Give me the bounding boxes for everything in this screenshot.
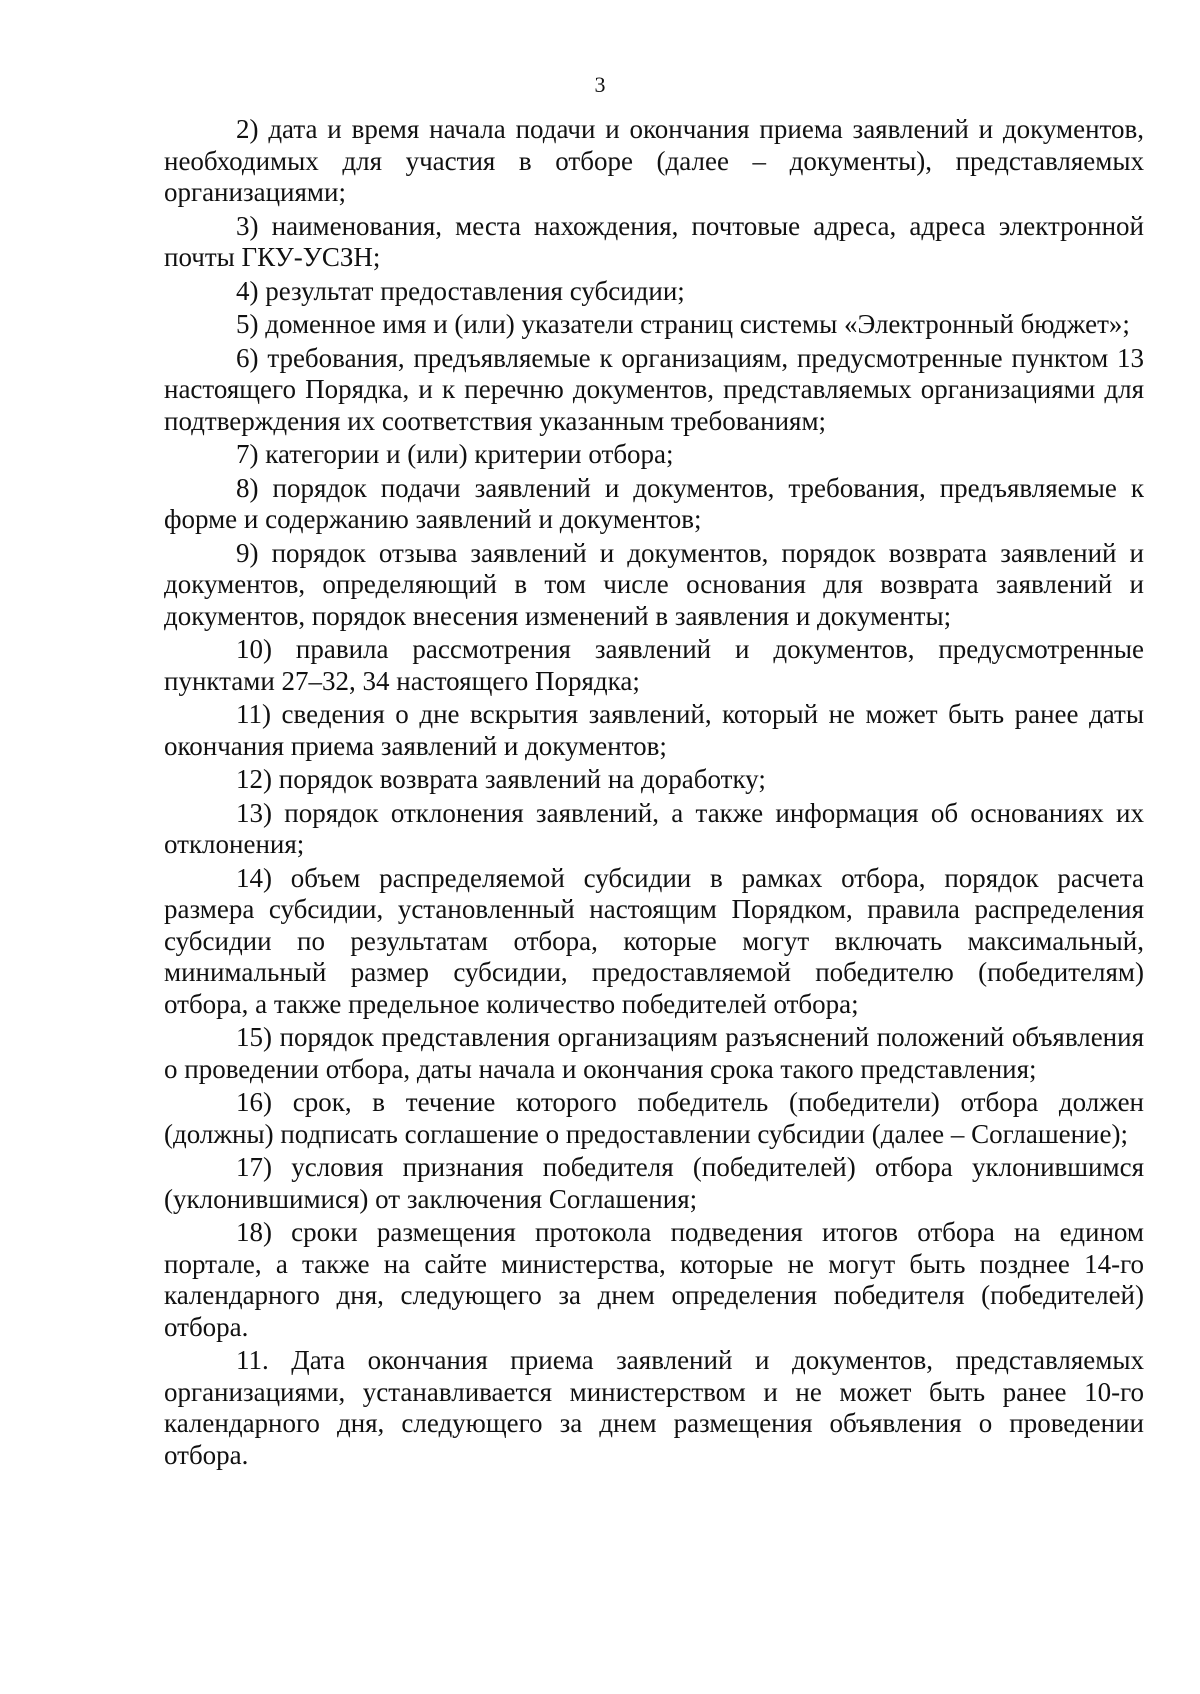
paragraph-item-17: 17) условия признания победителя (победителей) отбора уклонившимся (уклонившимися) от заключения Соглашения; [164, 1152, 1144, 1214]
document-body [164, 114, 1144, 1473]
paragraph-item-4: 4) результат предоставления субсидии; [236, 275, 685, 306]
paragraph-item-7: 7) категории и (или) критерии отбора; [236, 439, 674, 469]
paragraph-item-10: 10) правила рассмотрения заявлений и документов, предусмотренные пунктами 27–32, 34 настоящего Порядка; [164, 634, 1144, 696]
clause-11-paragraph: 11. Дата окончания приема заявлений и документов, представляемых организациями, устанавливается министерством и не может быть ранее 10-го календарного дня, следующего за днем размещения объявления о проведении отбора. [164, 1345, 1144, 1470]
paragraph-item-13: 13) порядок отклонения заявлений, а также информация об основаниях их отклонения; [164, 797, 1144, 859]
paragraph-item-18: 18) сроки размещения протокола подведения итогов отбора на едином портале, а также на сайте министерства, которые не могут быть позднее 14-го календарного дня, следующего за днем определения победителя (победителей) отбора. [164, 1217, 1144, 1342]
paragraph-item-8: 8) порядок подачи заявлений и документов, требования, предъявляемые к форме и содержанию заявлений и документов; [164, 472, 1144, 534]
paragraph-item-11: 11) сведения о дне вскрытия заявлений, который не может быть ранее даты окончания приема заявлений и документов; [164, 699, 1144, 761]
paragraph-item-6: 6) требования, предъявляемые к организациям, предусмотренные пунктом 13 настоящего Порядка, и к перечню документов, представляемых организациями для подтверждения их соответствия указанным требованиям; [164, 342, 1144, 436]
paragraph-item-9: 9) порядок отзыва заявлений и документов, порядок возврата заявлений и документов, определяющий в том числе основания для возврата заявлений и документов, порядок внесения изменений в заявления и документы; [164, 537, 1144, 631]
paragraph-item-5: 5) доменное имя и (или) указатели страниц системы «Электронный бюджет»; [236, 309, 1130, 339]
page-number: 3 [594, 72, 606, 97]
paragraph-item-2: 2) дата и время начала подачи и окончания приема заявлений и документов, необходимых для участия в отборе (далее – документы), представляемых организациями; [164, 114, 1144, 207]
paragraph-item-15: 15) порядок представления организациям разъяснений положений объявления о проведении отбора, даты начала и окончания срока такого представления; [164, 1022, 1144, 1084]
paragraph-item-14: 14) объем распределяемой субсидии в рамках отбора, порядок расчета размера субсидии, установленный настоящим Порядком, правила распределения субсидии по результатам отбора, которые могут включать максимальный, минимальный размер субсидии, предоставляемой победителю (победителям) отбора, а также предельное количество победителей отбора; [164, 862, 1144, 1019]
paragraph-item-3: 3) наименования, места нахождения, почтовые адреса, адреса электронной почты ГКУ-УСЗН; [164, 210, 1144, 272]
paragraph-item-16: 16) срок, в течение которого победитель (победители) отбора должен (должны) подписать соглашение о предоставлении субсидии (далее – Соглашение); [164, 1087, 1144, 1149]
paragraph-item-12: 12) порядок возврата заявлений на доработку; [236, 764, 766, 794]
